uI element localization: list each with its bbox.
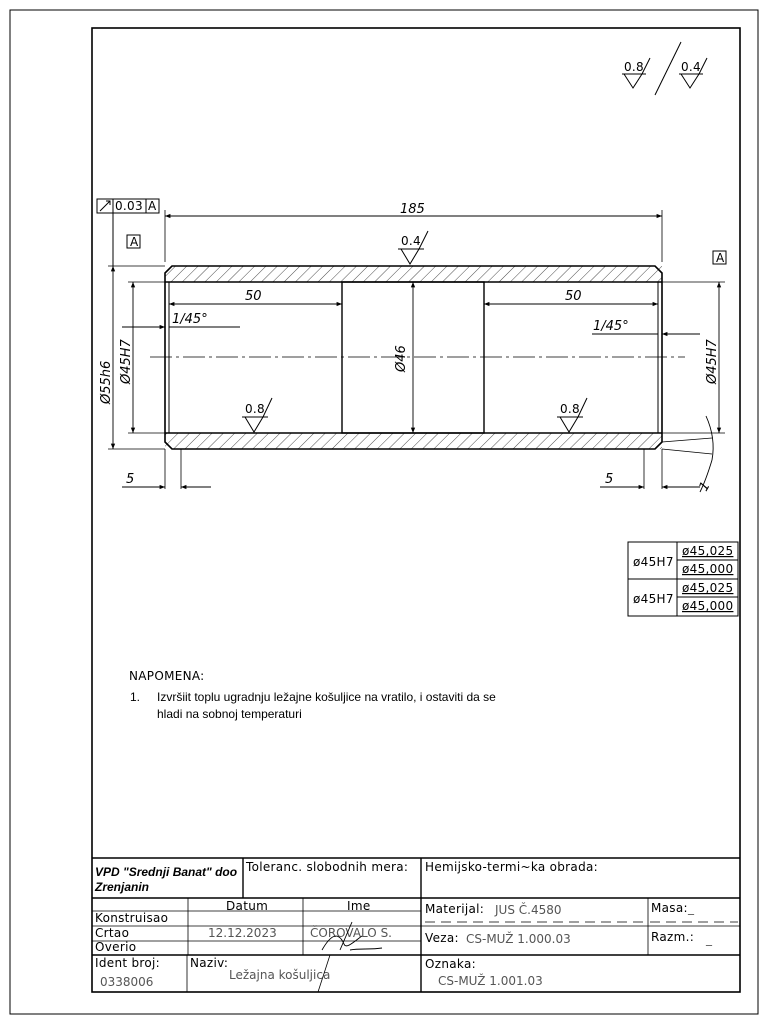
drawn-name: ČOROVALO S.: [310, 926, 392, 940]
chamfer-left: [122, 312, 240, 327]
svg-text:ø45,025: ø45,025: [682, 544, 734, 558]
svg-text:50: 50: [565, 289, 582, 304]
finish-symbol-value: 0.4: [681, 60, 701, 74]
outer-surface-finish: [398, 231, 428, 264]
svg-text:50: 50: [245, 289, 262, 304]
bushing-section: [150, 266, 685, 489]
bore-surface-finish-left: [242, 398, 272, 432]
part-name: Ležajna košuljica: [229, 968, 331, 982]
svg-text:Ø55h6: Ø55h6: [99, 360, 114, 404]
svg-text:0.8: 0.8: [560, 402, 580, 416]
dimension-right-bore-length: [484, 289, 658, 304]
tolerance-value: 0.03: [115, 199, 143, 213]
datum-label-left: [127, 235, 140, 249]
material-value: JUS Č.4580: [495, 903, 562, 917]
finish-symbol-value: 0.8: [624, 60, 644, 74]
code-value: CS-MUŽ 1.001.03: [438, 974, 543, 988]
svg-text:ø45,000: ø45,000: [682, 599, 734, 613]
svg-text:1/45°: 1/45°: [172, 312, 208, 327]
link-label: Veza:: [425, 931, 459, 945]
svg-text:ø45,000: ø45,000: [682, 562, 734, 576]
dimension-left-bore-diameter: [119, 282, 169, 433]
svg-text:1/45°: 1/45°: [593, 319, 629, 334]
svg-text:0.8: 0.8: [245, 402, 265, 416]
svg-text:ø45,025: ø45,025: [682, 581, 734, 595]
runout-icon: [100, 201, 110, 211]
row-drawn: Crtao: [95, 926, 130, 940]
company-city: Zrenjanin: [95, 880, 150, 894]
link-value: CS-MUŽ 1.000.03: [466, 932, 571, 946]
tolerance-datum: A: [148, 199, 157, 213]
mass-label: Masa:: [651, 901, 688, 915]
dimension-right-offset: [600, 472, 700, 487]
chamfer-right: [592, 319, 700, 334]
bore-surface-finish-right: [557, 398, 587, 432]
dimension-overall-length: [165, 202, 662, 262]
scale-label: Razm.:: [651, 930, 695, 944]
dimension-left-offset: [122, 472, 211, 487]
notes-heading: NAPOMENA:: [129, 669, 205, 683]
tolerance-label: Toleranc. slobodnih mera:: [246, 860, 409, 874]
column-name: Ime: [347, 899, 371, 913]
drawn-date: 12.12.2023: [208, 926, 277, 940]
title-block: [92, 858, 740, 992]
svg-text:ø45H7: ø45H7: [633, 555, 674, 569]
dimension-left-bore-length: [169, 289, 342, 304]
svg-text:Ø45H7: Ø45H7: [705, 339, 720, 384]
svg-text:A: A: [130, 235, 139, 249]
name-label: Naziv:: [190, 956, 229, 970]
heat-treatment-label: Hemijsko-termi~ka obrada:: [425, 860, 598, 874]
ident-label: Ident broj:: [95, 956, 160, 970]
svg-text:Ø46: Ø46: [394, 345, 409, 372]
code-label: Oznaka:: [425, 957, 476, 971]
note-text: Izvršiit toplu ugradnju ležajne košuljice na vratilo, i ostaviti da se: [157, 690, 496, 704]
note-number: 1.: [130, 690, 141, 704]
scale-value: _: [706, 932, 712, 946]
svg-text:0.4: 0.4: [401, 234, 421, 248]
row-checked: Overio: [95, 940, 137, 954]
drawing-frame: [92, 28, 740, 992]
runout-tolerance-frame: [97, 199, 159, 268]
svg-text:ø45H7: ø45H7: [633, 592, 674, 606]
company-name: VPD "Srednji Banat" doo: [95, 865, 238, 879]
svg-text:Ø45H7: Ø45H7: [119, 339, 134, 384]
row-designed: Konstruisao: [95, 911, 169, 925]
svg-text:185: 185: [400, 202, 425, 217]
svg-text:1: 1: [696, 479, 714, 494]
dimension-middle-diameter: [394, 282, 413, 433]
note-text: hladi na sobnoj temperaturi: [157, 707, 302, 721]
notes-section: [129, 669, 496, 721]
svg-text:5: 5: [126, 472, 135, 487]
datum-label-right: [713, 251, 726, 265]
ident-value: 0338006: [100, 975, 154, 989]
column-date: Datum: [226, 899, 269, 913]
general-surface-finish: [622, 42, 707, 95]
mass-value: _: [688, 901, 694, 915]
tolerance-table: [628, 542, 738, 616]
svg-text:A: A: [716, 251, 725, 265]
svg-text:5: 5: [605, 472, 614, 487]
material-label: Materijal:: [425, 902, 485, 916]
dimension-right-bore-diameter: [662, 282, 725, 433]
angle-callout: [662, 416, 714, 494]
